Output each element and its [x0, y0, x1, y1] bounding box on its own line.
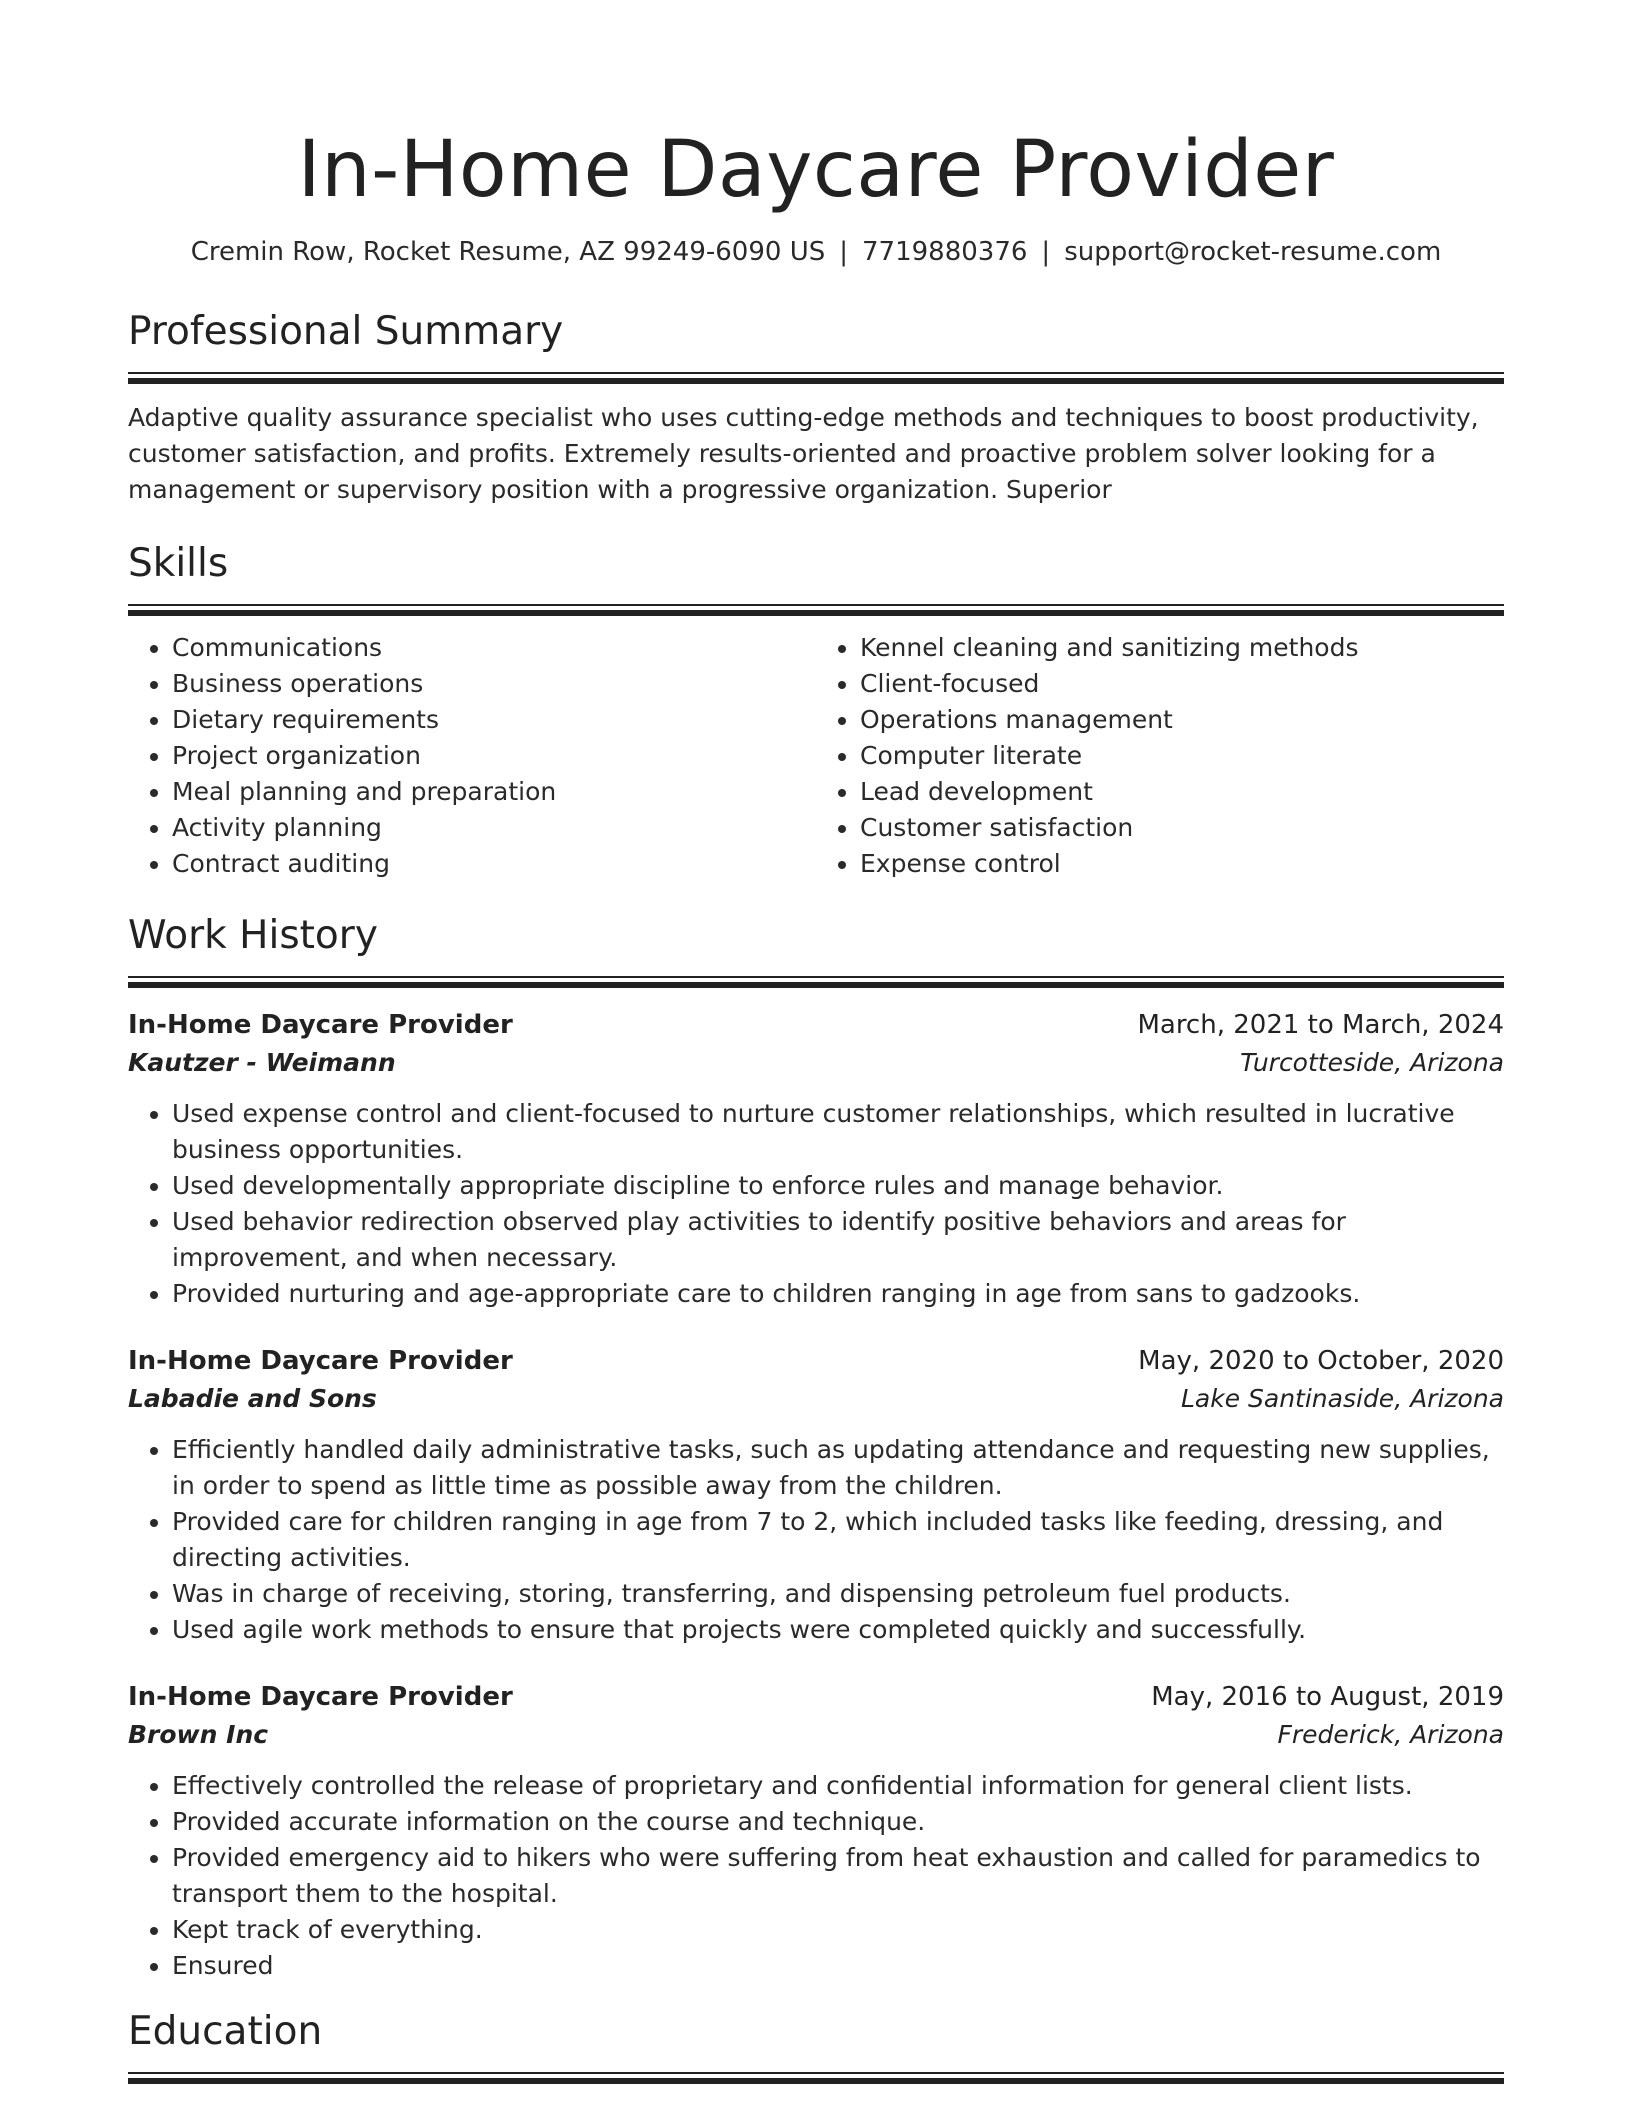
job-dates: May, 2020 to October, 2020: [1138, 1346, 1504, 1376]
skill-item: • Project organization: [172, 738, 816, 774]
job-company-row: [128, 1380, 1504, 1418]
job-bullet: • Was in charge of receiving, storing, transferring, and dispensing petroleum fuel products.: [172, 1576, 1504, 1612]
skills-section: [128, 538, 1504, 882]
skill-item: • Kennel cleaning and sanitizing methods: [860, 630, 1504, 666]
section-divider: [128, 372, 1504, 384]
job-entry: [128, 1342, 1504, 1648]
job-title: In-Home Daycare Provider: [128, 1682, 513, 1712]
job-bullet: • Used developmentally appropriate discipline to enforce rules and manage behavior.: [172, 1168, 1504, 1204]
job-bullets: [128, 1432, 1504, 1648]
job-title: In-Home Daycare Provider: [128, 1346, 513, 1376]
job-bullets: [128, 1768, 1504, 1984]
skills-list-left: [128, 630, 816, 882]
summary-text: Adaptive quality assurance specialist who uses cutting-edge methods and techniques to boost productivity, customer satisfaction, and profits. Extremely results-oriented and proactive problem solver looking for a management or supervisory position with a progressive organization. Superior: [128, 403, 1479, 504]
job-bullet: • Provided accurate information on the course and technique.: [172, 1804, 1504, 1840]
contact-email: support@rocket-resume.com: [1064, 237, 1442, 267]
skill-item: • Communications: [172, 630, 816, 666]
contact-address: Cremin Row, Rocket Resume, AZ 99249-6090 US: [190, 237, 826, 267]
job-bullet: • Efficiently handled daily administrative tasks, such as updating attendance and requesting new supplies, in order to spend as little time as possible away from the children.: [172, 1432, 1504, 1504]
job-bullet: • Ensured: [172, 1948, 1504, 1984]
job-location: Lake Santinaside, Arizona: [1180, 1384, 1504, 1413]
contact-separator: |: [839, 237, 848, 267]
skills-list-right: [816, 630, 1504, 882]
summary-heading: Professional Summary: [128, 309, 564, 354]
skill-item: • Contract auditing: [172, 846, 816, 882]
job-entry: [128, 1678, 1504, 1984]
section-divider: [128, 604, 1504, 616]
section-divider: [128, 2072, 1504, 2084]
resume-title: In-Home Daycare Provider: [297, 125, 1335, 215]
skill-item: • Dietary requirements: [172, 702, 816, 738]
job-dates: March, 2021 to March, 2024: [1137, 1010, 1504, 1040]
skill-item: • Computer literate: [860, 738, 1504, 774]
skill-item: • Meal planning and preparation: [172, 774, 816, 810]
job-bullets: [128, 1096, 1504, 1312]
education-section: [128, 2006, 1504, 2084]
skill-item: • Client-focused: [860, 666, 1504, 702]
job-header-row: [128, 1342, 1504, 1380]
job-header-row: [128, 1006, 1504, 1044]
skill-item: • Business operations: [172, 666, 816, 702]
job-bullet: • Effectively controlled the release of proprietary and confidential information for general client lists.: [172, 1768, 1504, 1804]
job-company: Labadie and Sons: [128, 1384, 377, 1413]
contact-line: [128, 234, 1504, 270]
skill-item: • Expense control: [860, 846, 1504, 882]
job-company-row: [128, 1716, 1504, 1754]
job-entry: [128, 1006, 1504, 1312]
job-company-row: [128, 1044, 1504, 1082]
skill-item: • Lead development: [860, 774, 1504, 810]
job-bullet: • Kept track of everything.: [172, 1912, 1504, 1948]
skill-item: • Activity planning: [172, 810, 816, 846]
job-location: Turcotteside, Arizona: [1240, 1048, 1504, 1077]
summary-section: [128, 306, 1504, 508]
job-header-row: [128, 1678, 1504, 1716]
contact-separator: |: [1041, 237, 1051, 267]
skills-heading: Skills: [128, 541, 229, 586]
job-company: Kautzer - Weimann: [128, 1048, 396, 1077]
job-location: Frederick, Arizona: [1277, 1720, 1504, 1749]
work-section: [128, 910, 1504, 1984]
job-dates: May, 2016 to August, 2019: [1151, 1682, 1504, 1712]
work-heading: Work History: [128, 913, 378, 958]
skill-item: • Customer satisfaction: [860, 810, 1504, 846]
contact-phone: 7719880376: [862, 237, 1028, 267]
section-divider: [128, 976, 1504, 988]
skill-item: • Operations management: [860, 702, 1504, 738]
job-bullet: • Provided care for children ranging in age from 7 to 2, which included tasks like feeding, dressing, and directing activities.: [172, 1504, 1504, 1576]
job-bullet: • Used agile work methods to ensure that projects were completed quickly and successfully.: [172, 1612, 1504, 1648]
job-bullet: • Provided emergency aid to hikers who were suffering from heat exhaustion and called for paramedics to transport them to the hospital.: [172, 1840, 1504, 1912]
job-company: Brown Inc: [128, 1720, 269, 1749]
job-title: In-Home Daycare Provider: [128, 1010, 513, 1040]
job-bullet: • Used expense control and client-focused to nurture customer relationships, which resulted in lucrative business opportunities.: [172, 1096, 1504, 1168]
education-heading: Education: [128, 2009, 323, 2054]
job-bullet: • Provided nurturing and age-appropriate care to children ranging in age from sans to gadzooks.: [172, 1276, 1504, 1312]
skills-columns: [128, 630, 1504, 882]
job-bullet: • Used behavior redirection observed play activities to identify positive behaviors and areas for improvement, and when necessary.: [172, 1204, 1504, 1276]
